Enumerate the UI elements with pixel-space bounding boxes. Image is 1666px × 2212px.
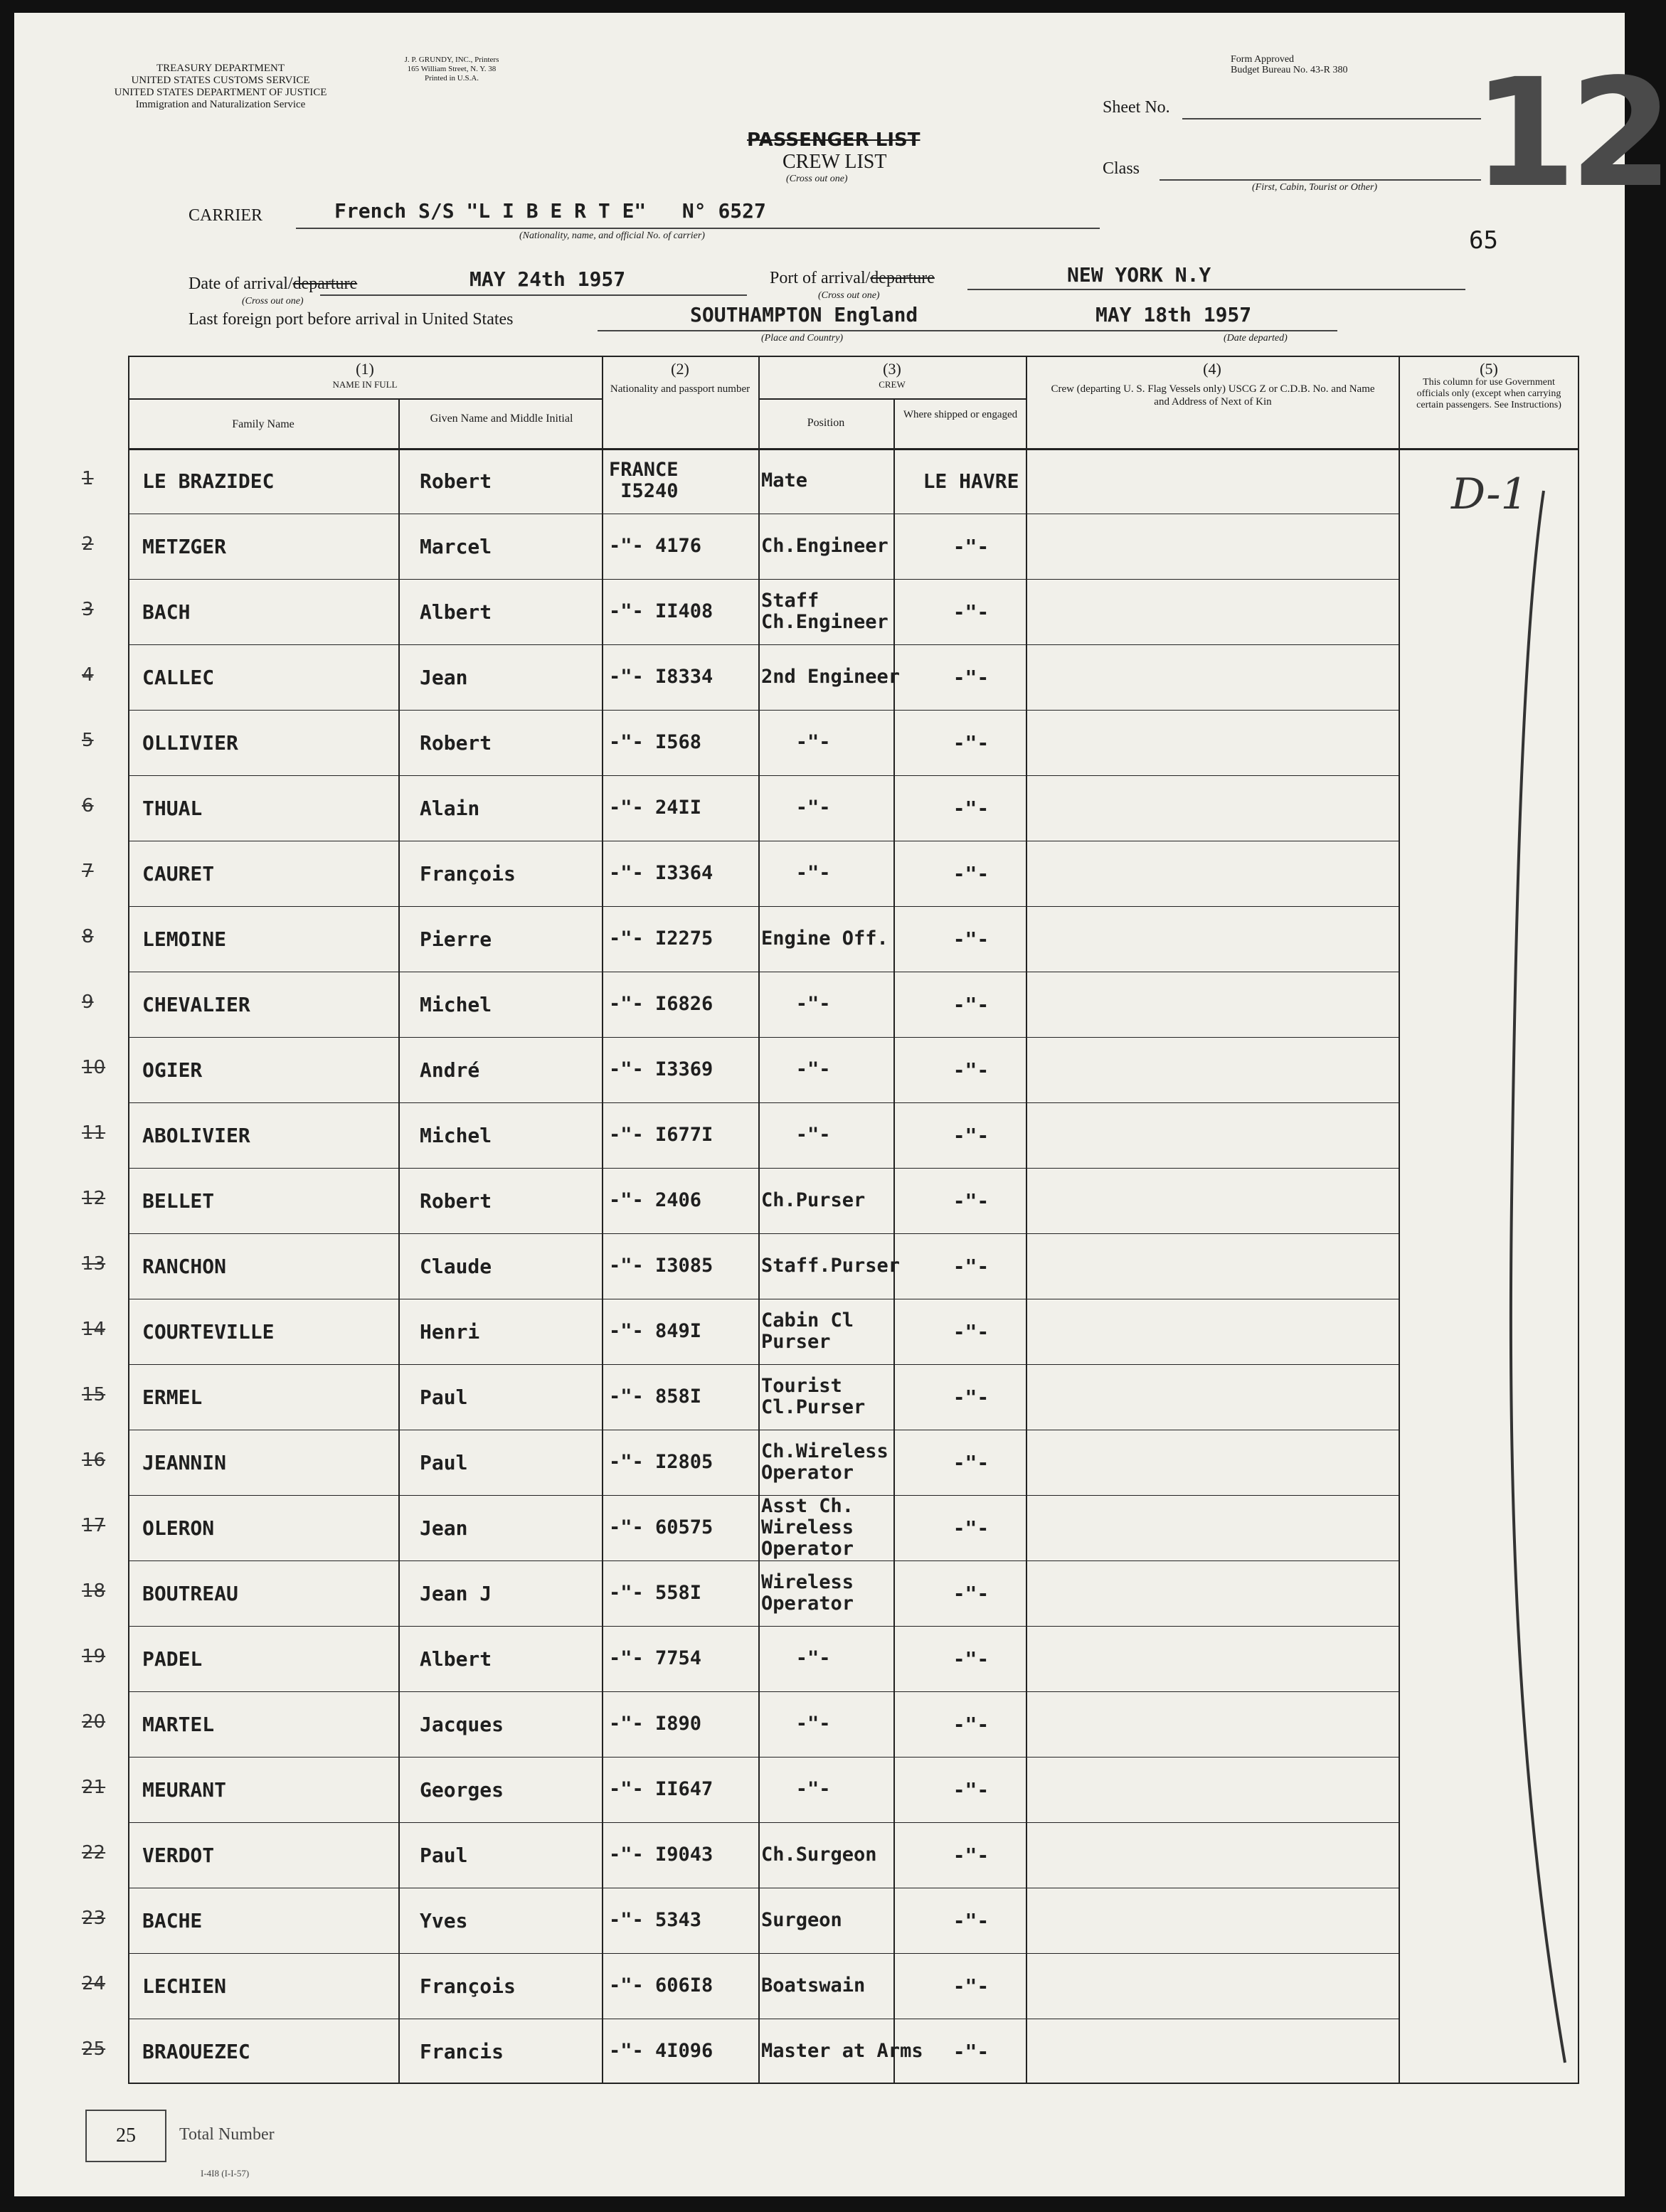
row-number: 16 [82,1450,106,1471]
table-row [82,1233,1579,1299]
carrier-label: CARRIER [189,206,263,225]
col4-number: (4) [1203,360,1221,378]
family-name: METZGER [142,534,227,558]
position: Staff.Purser [761,1255,901,1277]
where-shipped: -"- [953,796,989,820]
row-number: 10 [82,1057,106,1078]
family-name: LEMOINE [142,927,227,951]
given-name: Paul [420,1450,468,1474]
agency-line: TREASURY DEPARTMENT [156,63,285,74]
table-row [82,710,1579,775]
given-name: Francis [420,2039,504,2063]
family-name: OGIER [142,1058,203,1082]
table-row [82,1495,1579,1560]
agency-line: Immigration and Naturalization Service [135,99,306,110]
position: Ch.Engineer [761,535,888,557]
position: -"- [761,1713,831,1735]
family-name: COURTEVILLE [142,1319,275,1344]
given-name: Henri [420,1319,480,1344]
sheet-label: Sheet No. [1103,98,1170,117]
form-approved [1231,54,1347,75]
where-shipped: -"- [953,1516,989,1540]
table-row [82,644,1579,710]
where-shipped: -"- [953,2039,989,2063]
given-name: Michel [420,992,492,1016]
row-number: 6 [82,795,94,817]
table-row [82,1037,1579,1102]
table-row [82,1430,1579,1495]
nationality-passport: -"- I3369 [609,1058,713,1080]
nationality-passport: FRANCE I5240 [609,459,679,502]
table-row [82,1626,1579,1691]
given-name: Jacques [420,1712,504,1736]
nationality-passport: -"- I890 [609,1713,702,1735]
total-number-label: Total Number [179,2125,275,2144]
row-number: 13 [82,1253,106,1275]
family-name: MEURANT [142,1777,227,1802]
crew-table [82,356,1579,2084]
nationality-passport: -"- I3085 [609,1255,713,1277]
position: 2nd Engineer [761,666,901,688]
col2-title: Nationality and passport number [610,383,750,395]
table-row [82,514,1579,579]
given-name: Paul [420,1385,468,1409]
position: Ch.Wireless Operator [761,1440,888,1484]
position: Ch.Purser [761,1189,866,1211]
col3-title: CREW [879,379,906,390]
lastport-hint: (Place and Country) [761,333,844,344]
position: Master at Arms [761,2040,923,2062]
position: -"- [761,1647,831,1669]
row-number: 9 [82,991,94,1013]
given-name: Jean [420,665,468,689]
family-name: ABOLIVIER [142,1123,250,1147]
lastport-value: SOUTHAMPTON England [690,303,918,326]
family-name: LECHIEN [142,1974,227,1998]
printer-line: J. P. GRUNDY, INC., Printers [404,55,499,64]
family-name: CHEVALIER [142,992,250,1016]
nationality-passport: -"- 606I8 [609,1974,713,1996]
nationality-passport: -"- 558I [609,1582,702,1604]
where-shipped: -"- [953,1189,989,1213]
position: -"- [761,1778,831,1800]
position: -"- [761,993,831,1015]
table-row [82,1560,1579,1626]
carrier-value: French S/S "L I B E R T E" N° 6527 [334,199,766,223]
row-number: 15 [82,1384,106,1405]
family-name: JEANNIN [142,1450,227,1474]
date-crossed: departure [292,275,358,293]
row-number: 12 [82,1188,106,1209]
port-label-text: Port of arrival/ [770,269,871,287]
family-name: LE BRAZIDEC [142,469,275,493]
date-value: MAY 24th 1957 [469,267,626,291]
agency-block [57,63,384,111]
family-name: OLERON [142,1516,215,1540]
given-name: Robert [420,469,492,493]
date-label [189,275,357,294]
row-number: 18 [82,1580,106,1602]
table-row [82,2019,1579,2084]
row-number: 8 [82,926,94,947]
family-name: CAURET [142,861,215,886]
given-name: Albert [420,1647,492,1671]
table-row [82,1299,1579,1364]
where-shipped: -"- [953,992,989,1016]
position: Mate [761,469,808,491]
given-name: Jean [420,1516,468,1540]
where-shipped: -"- [953,1908,989,1932]
position: -"- [761,1058,831,1080]
nationality-passport: -"- I3364 [609,862,713,884]
col2-number: (2) [671,360,689,378]
position: Staff Ch.Engineer [761,590,888,633]
col5-number: (5) [1480,360,1498,378]
nationality-passport: -"- 60575 [609,1516,713,1538]
position: -"- [761,1124,831,1146]
position: Ch.Surgeon [761,1844,877,1866]
table-row [82,1168,1579,1233]
title-crossed: PASSENGER LIST [747,129,920,151]
col1-family: Family Name [232,418,295,430]
nationality-passport: -"- I677I [609,1124,713,1146]
c5-annotation: D-1 [1451,469,1528,519]
given-name: Michel [420,1123,492,1147]
position: Wireless Operator [761,1571,854,1615]
crew-list-document [14,13,1666,2196]
given-name: Marcel [420,534,492,558]
date-hint: (Cross out one) [242,296,304,307]
where-shipped: -"- [953,927,989,951]
form-code: I-4I8 (I-I-57) [201,2168,250,2179]
document-title: CREW LIST [782,151,887,173]
family-name: ERMEL [142,1385,203,1409]
col1-title: NAME IN FULL [332,379,398,390]
where-shipped: -"- [953,1843,989,1867]
where-shipped: -"- [953,1385,989,1409]
departed-value: MAY 18th 1957 [1095,303,1252,326]
given-name: Albert [420,600,492,624]
family-name: OLLIVIER [142,730,238,755]
port-value: NEW YORK N.Y [1067,263,1211,287]
where-shipped: -"- [953,600,989,624]
departed-hint: (Date departed) [1224,333,1288,344]
row-number: 5 [82,730,94,751]
position: Surgeon [761,1909,842,1931]
given-name: André [420,1058,480,1082]
nationality-passport: -"- 2406 [609,1189,702,1211]
col4-title: Crew (departing U. S. Flag Vessels only) USCG Z or C.D.B. No. and Name and Address of Next of Kin [1051,383,1375,408]
given-name: Yves [420,1908,468,1932]
table-row [82,448,1579,514]
row-number: 4 [82,664,94,686]
given-name: Robert [420,730,492,755]
given-name: Jean J [420,1581,492,1605]
table-row [82,1822,1579,1888]
given-name: Alain [420,796,480,820]
class-hint: (First, Cabin, Tourist or Other) [1252,182,1378,193]
table-row [82,1953,1579,2019]
where-shipped: -"- [953,665,989,689]
family-name: BRAOUEZEC [142,2039,250,2063]
family-name: BELLET [142,1189,215,1213]
stamped-number: 65 [1469,226,1498,255]
row-number: 1 [82,468,94,489]
nationality-passport: -"- 4I096 [609,2040,713,2062]
given-name: Pierre [420,927,492,951]
position: Asst Ch. Wireless Operator [761,1495,854,1560]
where-shipped: -"- [953,1319,989,1344]
agency-line: UNITED STATES DEPARTMENT OF JUSTICE [114,87,327,98]
given-name: Robert [420,1189,492,1213]
given-name: Claude [420,1254,492,1278]
nationality-passport: -"- 7754 [609,1647,702,1669]
row-number: 23 [82,1908,106,1929]
where-shipped: -"- [953,534,989,558]
table-row [82,579,1579,644]
col1-number: (1) [356,360,374,378]
table-row [82,841,1579,906]
row-number: 7 [82,861,94,882]
nationality-passport: -"- II408 [609,600,713,622]
given-name: François [420,861,516,886]
nationality-passport: -"- II647 [609,1778,713,1800]
table-row [82,1102,1579,1168]
table-row [82,775,1579,841]
position: -"- [761,797,831,819]
col3-where: Where shipped or engaged [903,409,1018,420]
printer-line: Printed in U.S.A. [424,74,479,83]
where-shipped: -"- [953,861,989,886]
nationality-passport: -"- I568 [609,731,702,753]
where-shipped: -"- [953,730,989,755]
title-hint: (Cross out one) [786,174,848,184]
family-name: BACH [142,600,191,624]
where-shipped: -"- [953,1450,989,1474]
table-row [82,972,1579,1037]
col5-title: This column for use Government officials only (except when carrying certain passengers. See Instructions) [1416,377,1561,410]
form-approved-line: Form Approved [1231,54,1295,65]
where-shipped: LE HAVRE [923,469,1019,493]
where-shipped: -"- [953,1647,989,1671]
given-name: François [420,1974,516,1998]
form-approved-line: Budget Bureau No. 43-R 380 [1231,65,1348,75]
where-shipped: -"- [953,1058,989,1082]
position: -"- [761,731,831,753]
total-number-box: 25 [85,2110,166,2162]
row-number: 21 [82,1777,106,1798]
nationality-passport: -"- 5343 [609,1909,702,1931]
nationality-passport: -"- 24II [609,797,702,819]
class-label: Class [1103,159,1140,178]
position: -"- [761,862,831,884]
port-hint: (Cross out one) [818,290,880,301]
handwritten-sheet-number: 12 [1473,46,1666,220]
family-name: BACHE [142,1908,203,1932]
agency-line: UNITED STATES CUSTOMS SERVICE [131,75,310,86]
pencil-stroke-icon [1465,491,1579,2084]
row-number: 19 [82,1646,106,1667]
where-shipped: -"- [953,1974,989,1998]
family-name: CALLEC [142,665,215,689]
row-number: 14 [82,1319,106,1340]
row-number: 24 [82,1973,106,1994]
where-shipped: -"- [953,1581,989,1605]
col3-position: Position [807,417,845,429]
row-number: 11 [82,1122,106,1144]
where-shipped: -"- [953,1777,989,1802]
where-shipped: -"- [953,1254,989,1278]
row-number: 25 [82,2038,106,2060]
table-row [82,1888,1579,1953]
nationality-passport: -"- 849I [609,1320,702,1342]
family-name: PADEL [142,1647,203,1671]
carrier-hint: (Nationality, name, and official No. of carrier) [519,230,705,241]
row-number: 2 [82,533,94,555]
where-shipped: -"- [953,1123,989,1147]
date-label-text: Date of arrival/ [189,275,293,293]
family-name: RANCHON [142,1254,227,1278]
row-number: 3 [82,599,94,620]
table-row [82,1691,1579,1757]
nationality-passport: -"- I9043 [609,1844,713,1866]
family-name: MARTEL [142,1712,215,1736]
row-number: 20 [82,1711,106,1733]
nationality-passport: -"- I2275 [609,927,713,950]
nationality-passport: -"- 858I [609,1386,702,1408]
family-name: VERDOT [142,1843,215,1867]
table-row [82,906,1579,972]
nationality-passport: -"- I2805 [609,1451,713,1473]
row-number: 17 [82,1515,106,1536]
printer-line: 165 William Street, N. Y. 38 [407,65,497,73]
table-row [82,1757,1579,1822]
position: Engine Off. [761,927,888,950]
row-number: 22 [82,1842,106,1863]
nationality-passport: -"- I6826 [609,993,713,1015]
where-shipped: -"- [953,1712,989,1736]
col1-given: Given Name and Middle Initial [430,413,573,425]
port-crossed: departure [870,269,935,287]
given-name: Paul [420,1843,468,1867]
nationality-passport: -"- 4176 [609,535,702,557]
given-name: Georges [420,1777,504,1802]
position: Tourist Cl.Purser [761,1375,866,1418]
family-name: BOUTREAU [142,1581,238,1605]
col3-number: (3) [883,360,901,378]
port-label [770,269,935,288]
position: Cabin Cl Purser [761,1309,854,1353]
lastport-label: Last foreign port before arrival in United States [189,310,514,329]
printer-block [391,55,512,83]
nationality-passport: -"- I8334 [609,666,713,688]
table-row [82,1364,1579,1430]
family-name: THUAL [142,796,203,820]
position: Boatswain [761,1974,866,1996]
